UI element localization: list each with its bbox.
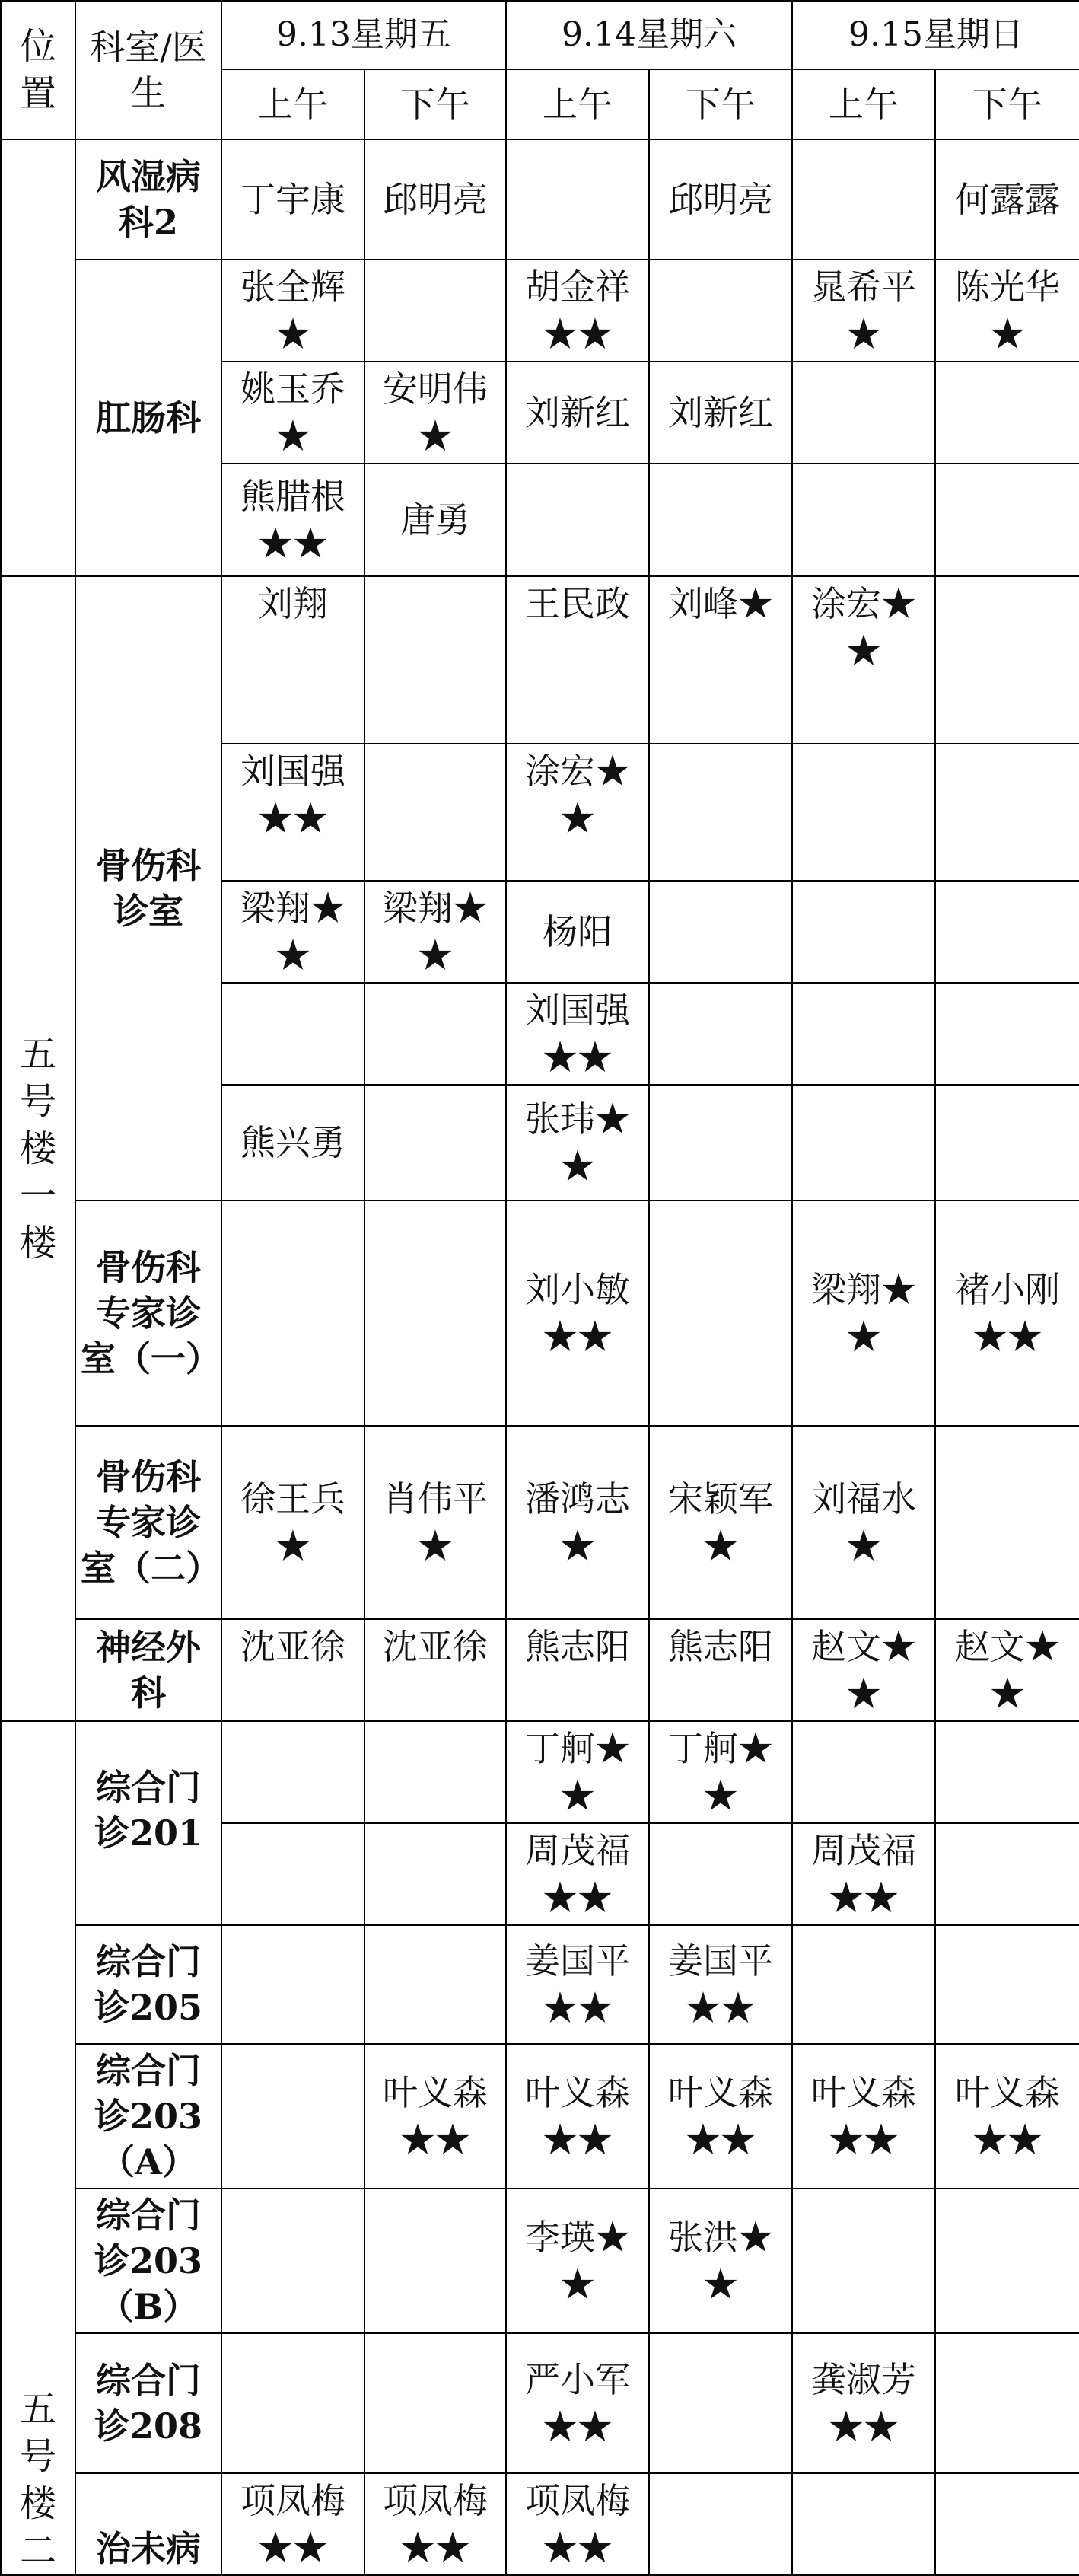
schedule-cell	[935, 744, 1079, 881]
schedule-cell: 叶义森★★	[364, 2044, 506, 2189]
schedule-cell	[935, 362, 1079, 464]
schedule-cell	[935, 2189, 1079, 2333]
schedule-cell: 周茂福★★	[792, 1823, 935, 1925]
header-pm: 下午	[649, 69, 792, 139]
schedule-cell	[792, 983, 935, 1085]
schedule-cell: 王民政	[506, 576, 649, 744]
schedule-cell: 丁舸★★	[649, 1721, 792, 1823]
schedule-cell: 刘小敏★★	[506, 1200, 649, 1426]
schedule-cell: 安明伟★	[364, 362, 506, 464]
schedule-cell	[649, 744, 792, 881]
schedule-cell	[792, 2473, 935, 2575]
schedule-cell	[221, 1925, 364, 2044]
schedule-cell: 李瑛★★	[506, 2189, 649, 2333]
schedule-cell: 刘峰★	[649, 576, 792, 744]
header-am: 上午	[221, 69, 364, 139]
schedule-cell	[221, 1823, 364, 1925]
schedule-cell	[221, 2189, 364, 2333]
schedule-cell: 褚小刚★★	[935, 1200, 1079, 1426]
schedule-cell: 熊兴勇	[221, 1085, 364, 1200]
schedule-cell	[649, 1085, 792, 1200]
schedule-cell	[935, 2333, 1079, 2473]
schedule-cell: 严小军★★	[506, 2333, 649, 2473]
schedule-cell: 姜国平★★	[506, 1925, 649, 2044]
schedule-cell: 龚淑芳★★	[792, 2333, 935, 2473]
schedule-cell: 熊志阳	[649, 1619, 792, 1721]
schedule-cell	[935, 1085, 1079, 1200]
schedule-cell: 丁宇康	[221, 139, 364, 260]
schedule-cell	[792, 1721, 935, 1823]
header-pm: 下午	[935, 69, 1079, 139]
schedule-cell: 肖伟平★	[364, 1426, 506, 1619]
schedule-cell: 张洪★★	[649, 2189, 792, 2333]
schedule-cell: 刘国强★★	[221, 744, 364, 881]
schedule-cell: 张全辉★	[221, 260, 364, 362]
dept-general-208: 综合门诊208	[75, 2333, 221, 2473]
schedule-cell: 陈光华★	[935, 260, 1079, 362]
dept-ortho: 骨伤科诊室	[75, 576, 221, 1200]
header-am: 上午	[792, 69, 935, 139]
schedule-cell: 梁翔★★	[221, 881, 364, 983]
schedule-cell: 沈亚徐	[364, 1619, 506, 1721]
schedule-cell: 叶义森★★	[792, 2044, 935, 2189]
schedule-cell: 刘国强★★	[506, 983, 649, 1085]
schedule-cell: 晁希平★	[792, 260, 935, 362]
schedule-cell	[364, 744, 506, 881]
schedule-cell	[364, 2333, 506, 2473]
schedule-cell: 周茂福★★	[506, 1823, 649, 1925]
schedule-cell	[364, 576, 506, 744]
schedule-cell	[792, 362, 935, 464]
schedule-cell	[792, 744, 935, 881]
schedule-cell	[221, 2333, 364, 2473]
schedule-cell	[792, 1085, 935, 1200]
schedule-cell: 沈亚徐	[221, 1619, 364, 1721]
schedule-cell	[792, 139, 935, 260]
schedule-cell	[792, 464, 935, 576]
dept-rheum2: 风湿病科2	[75, 139, 221, 260]
schedule-cell: 何露露	[935, 139, 1079, 260]
dept-neuro: 神经外科	[75, 1619, 221, 1721]
schedule-cell: 胡金祥★★	[506, 260, 649, 362]
dept-ortho-expert-2: 骨伤科专家诊室（二）	[75, 1426, 221, 1619]
schedule-cell	[935, 1925, 1079, 2044]
schedule-cell	[221, 2044, 364, 2189]
schedule-cell	[935, 1721, 1079, 1823]
schedule-cell: 刘福水★	[792, 1426, 935, 1619]
schedule-cell	[649, 464, 792, 576]
schedule-cell	[935, 983, 1079, 1085]
header-am: 上午	[506, 69, 649, 139]
schedule-cell	[649, 983, 792, 1085]
schedule-cell: 梁翔★★	[364, 881, 506, 983]
schedule-cell	[364, 2189, 506, 2333]
schedule-cell: 涂宏★★	[506, 744, 649, 881]
dept-general-201: 综合门诊201	[75, 1721, 221, 1925]
schedule-cell	[649, 1823, 792, 1925]
position-floor2: 五号楼二	[1, 1721, 75, 2575]
schedule-cell	[364, 1925, 506, 2044]
schedule-cell: 叶义森★★	[649, 2044, 792, 2189]
dept-general-205: 综合门诊205	[75, 1925, 221, 2044]
schedule-cell: 熊腊根★★	[221, 464, 364, 576]
schedule-cell	[221, 983, 364, 1085]
schedule-cell	[792, 1925, 935, 2044]
schedule-cell	[935, 576, 1079, 744]
schedule-cell	[792, 2189, 935, 2333]
schedule-cell	[935, 464, 1079, 576]
dept-anorectal: 肛肠科	[75, 260, 221, 576]
schedule-cell: 梁翔★★	[792, 1200, 935, 1426]
schedule-cell: 叶义森★★	[935, 2044, 1079, 2189]
schedule-cell: 项凤梅★★	[221, 2473, 364, 2575]
schedule-cell: 刘新红	[649, 362, 792, 464]
schedule-cell	[792, 881, 935, 983]
schedule-cell	[649, 1200, 792, 1426]
schedule-cell: 涂宏★★	[792, 576, 935, 744]
schedule-cell: 赵文★★	[935, 1619, 1079, 1721]
schedule-cell	[649, 260, 792, 362]
schedule-cell: 邱明亮	[649, 139, 792, 260]
schedule-cell	[221, 1721, 364, 1823]
header-position: 位置	[1, 1, 75, 139]
schedule-cell	[506, 464, 649, 576]
schedule-cell: 熊志阳	[506, 1619, 649, 1721]
schedule-cell: 潘鸿志★	[506, 1426, 649, 1619]
header-day-3: 9.15星期日	[792, 1, 1079, 69]
schedule-cell: 徐王兵★	[221, 1426, 364, 1619]
schedule-cell: 杨阳	[506, 881, 649, 983]
schedule-cell	[935, 1426, 1079, 1619]
schedule-cell: 刘新红	[506, 362, 649, 464]
schedule-cell	[364, 1085, 506, 1200]
schedule-cell	[506, 139, 649, 260]
schedule-cell	[935, 2473, 1079, 2575]
schedule-cell	[221, 1200, 364, 1426]
header-pm: 下午	[364, 69, 506, 139]
schedule-cell	[649, 881, 792, 983]
schedule-cell	[649, 2473, 792, 2575]
schedule-cell: 宋颖军★	[649, 1426, 792, 1619]
schedule-cell: 项凤梅★★	[506, 2473, 649, 2575]
schedule-cell	[364, 1200, 506, 1426]
schedule-cell	[364, 1823, 506, 1925]
header-day-2: 9.14星期六	[506, 1, 792, 69]
schedule-cell: 赵文★★	[792, 1619, 935, 1721]
schedule-cell	[364, 983, 506, 1085]
header-dept: 科室/医生	[75, 1, 221, 139]
schedule-cell	[935, 881, 1079, 983]
schedule-cell: 刘翔	[221, 576, 364, 744]
dept-zhiweibing: 治未病	[75, 2473, 221, 2575]
header-day-1: 9.13星期五	[221, 1, 506, 69]
dept-ortho-expert-1: 骨伤科专家诊室（一）	[75, 1200, 221, 1426]
schedule-cell	[649, 2333, 792, 2473]
schedule-cell	[364, 1721, 506, 1823]
schedule-cell: 邱明亮	[364, 139, 506, 260]
schedule-cell: 唐勇	[364, 464, 506, 576]
schedule-cell	[935, 1823, 1079, 1925]
schedule-cell: 张玮★★	[506, 1085, 649, 1200]
schedule-cell: 姜国平★★	[649, 1925, 792, 2044]
schedule-cell: 姚玉乔★	[221, 362, 364, 464]
dept-general-203b: 综合门诊203（B）	[75, 2189, 221, 2333]
position-floor1: 五号楼一楼	[1, 576, 75, 1721]
schedule-cell: 丁舸★★	[506, 1721, 649, 1823]
schedule-cell	[364, 260, 506, 362]
position-cell-blank	[1, 139, 75, 576]
dept-general-203a: 综合门诊203（A）	[75, 2044, 221, 2189]
schedule-cell: 项凤梅★★	[364, 2473, 506, 2575]
schedule-cell: 叶义森★★	[506, 2044, 649, 2189]
